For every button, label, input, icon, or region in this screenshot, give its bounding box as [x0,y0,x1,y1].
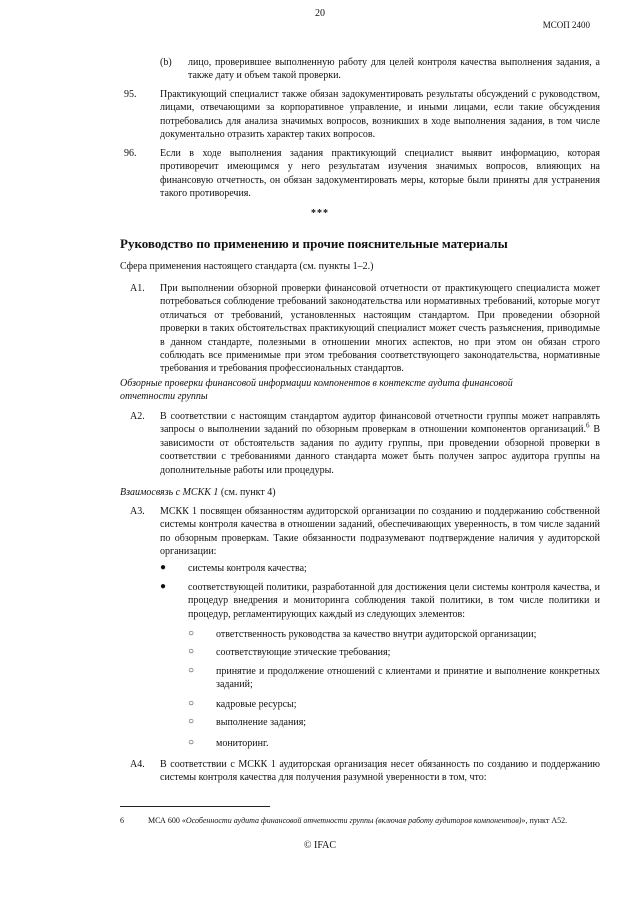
footnote-divider [120,806,270,807]
item-b-label: (b) [160,57,172,68]
item-95-text: Практикующий специалист также обязан задокументировать результаты обсуждений с руководством, лицами, отвечающими за корпоративное управление, и иными лицами, если такие обсуждения потребовались для анализа значимых вопросов, возникших в ходе выполнения задания, в том числе документально отразить характер таких вопросов. [160,89,600,141]
footnote-suffix: », пункт А52. [521,816,568,825]
iscq-heading-normal: (см. пункт 4) [218,487,276,498]
item-95-label: 95. [124,89,137,100]
scope-heading: Сфера применения настоящего стандарта (см. пункты 1–2.) [120,261,374,272]
standard-code: МСОП 2400 [542,20,590,30]
a4-text: В соответствии с МСКК 1 аудиторская организация несет обязанность по созданию и поддержанию системы контроля качества для получения разумной уверенности в том, что: [160,759,600,784]
a3-sub-bullet-3: принятие и продолжение отношений с клиентами и принятие и выполнение конкретных заданий; [216,666,600,691]
footnote-prefix: МСА 600 « [148,816,186,825]
a2-text-before: В соответствии с настоящим стандартом аудитор финансовой отчетности группы может направлять запросы о выполнении заданий по обзорным проверкам в отношении компонентов организаций. [160,411,600,436]
sub-bullet-icon: ○ [188,737,195,748]
sub-bullet-icon: ○ [188,698,195,709]
a3-sub-bullet-5: выполнение задания; [216,717,307,728]
section-heading: Руководство по применению и прочие пояснительные материалы [120,236,508,251]
a4-label: A4. [130,759,145,770]
a3-text: МСКК 1 посвящен обязанностям аудиторской организации по созданию и поддержанию собственной системы контроля качества в отношении заданий, обеспечивающих уверенность, в том числе заданий по обзорным проверкам. Такие обязанности подразумевают подтверждение наличия у аудиторской организации: [160,506,600,558]
a2-text-after: В зависимости от обстоятельств задания по аудиту группы, при проведении обзорной проверки в соответствии с требованиями данного стандарта может быть получен запрос аудитора группы на дополнительные работы или процедуры. [160,424,600,476]
iscq-heading [120,486,276,499]
copyright-footer: © IFAC [303,840,337,851]
a3-sub-bullet-2: соответствующие этические требования; [216,647,391,658]
a3-bullet-1: системы контроля качества; [188,563,307,574]
bullet-icon: ● [160,562,167,573]
sub-bullet-icon: ○ [188,716,195,727]
group-heading: Обзорные проверки финансовой информации компонентов в контексте аудита финансовой отчетности группы [120,378,513,403]
footnote-title: Особенности аудита финансовой отчетности группы (включая работу аудиторов компонентов) [185,816,522,825]
bullet-icon: ● [160,581,167,592]
iscq-heading-italic: Взаимосвязь с МСКК 1 [120,487,219,498]
a2-footnote-mark: 6 [586,422,590,431]
a3-bullet-2: соответствующей политики, разработанной для достижения цели системы контроля качества, и процедур внедрения и мониторинга соблюдения такой политики, в том числе политики и процедур, регламентирующих каждый из следующих элементов: [188,582,600,620]
footnote-text [148,815,600,826]
item-b-text: лицо, проверившее выполненную работу для целей контроля качества выполнения задания, а также дату и объем такой проверки. [188,57,600,82]
sub-bullet-icon: ○ [188,646,195,657]
a3-sub-bullet-1: ответственность руководства за качество внутри аудиторской организации; [216,629,537,640]
a3-sub-bullet-6: мониторинг. [216,738,269,749]
a3-sub-bullet-4: кадровые ресурсы; [216,699,297,710]
page-number: 20 [315,8,325,19]
a1-label: A1. [130,283,145,294]
a1-text: При выполнении обзорной проверки финансовой отчетности от практикующего специалиста может потребоваться соблюдение требований законодательства или нормативных требований, которые могут отличаться от требований, установленных настоящим стандартом. При проведении обзорной проверки в таких обстоятельствах практикующий специалист может счесть разъяснения, приводимые в данном стандарте, полезными в отношении многих аспектов, но при этом он обязан строго соблюдать все применимые при этом требования соответствующего законодательства, нормативные требования и требования профессиональных стандартов. [160,283,600,375]
a3-label: A3. [130,506,145,517]
a2-text [160,410,600,477]
footnote-number: 6 [120,816,124,825]
item-96-label: 96. [124,148,137,159]
sub-bullet-icon: ○ [188,665,195,676]
a2-label: A2. [130,411,145,422]
item-96-text: Если в ходе выполнения задания практикующий специалист выявит информацию, которая противоречит имеющимся у него результатам изучения значимых вопросов, влияющих на финансовую отчетность, он обязан задокументировать меры, которые были приняты для устранения такого противоречия. [160,148,600,200]
separator: *** [311,208,329,219]
sub-bullet-icon: ○ [188,628,195,639]
